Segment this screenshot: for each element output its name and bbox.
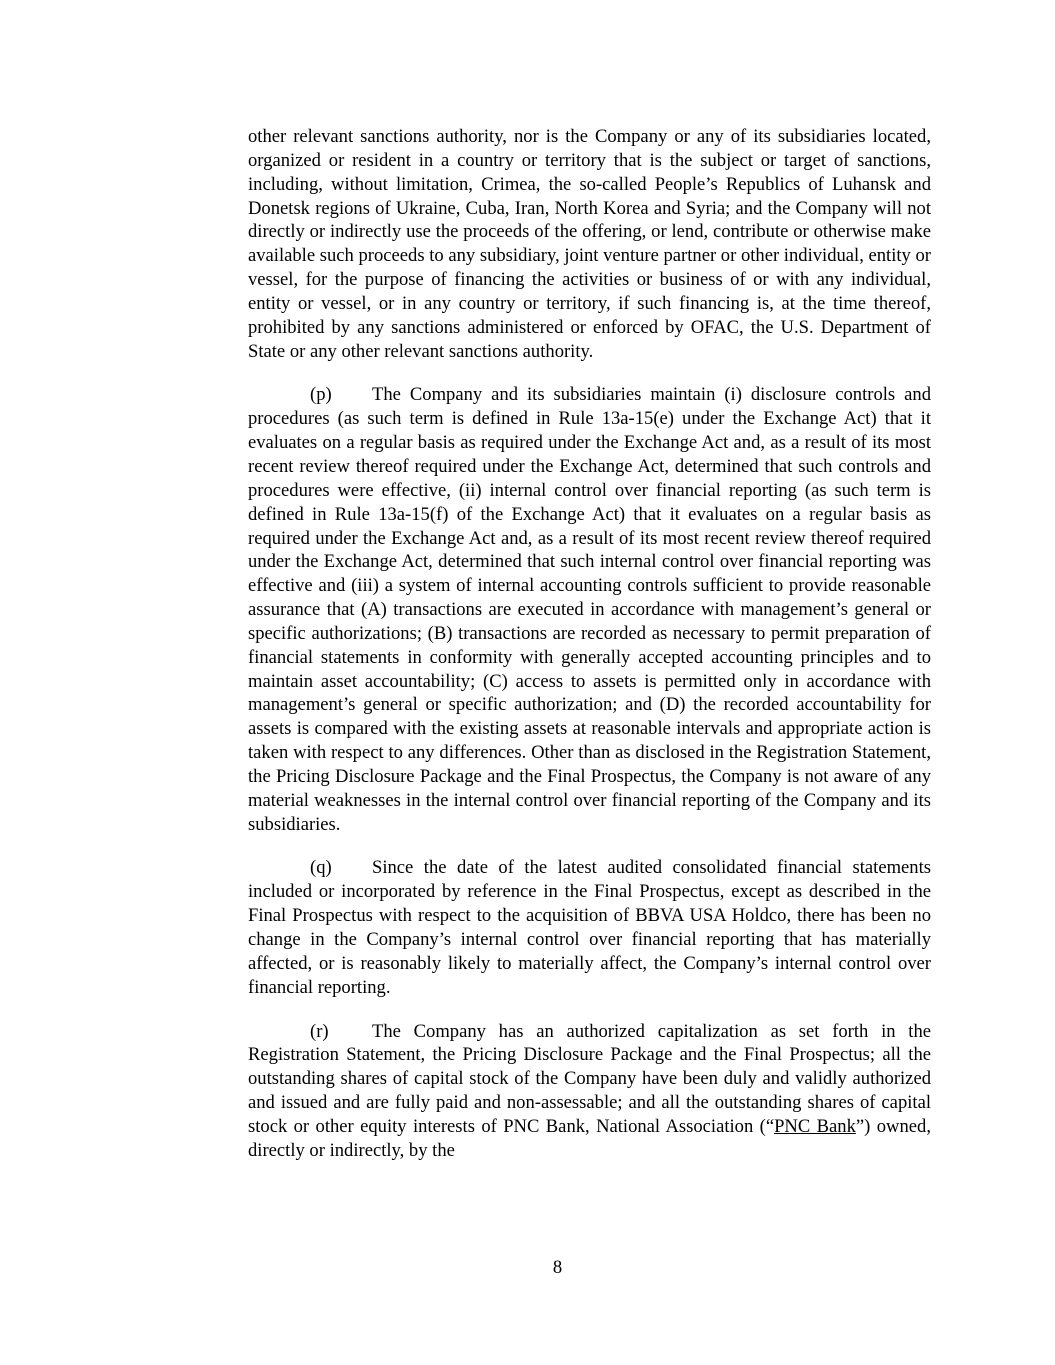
paragraph-label: (r) (310, 1020, 329, 1042)
paragraph-text-continued: ”) owned, directly or indirectly, by the (248, 1115, 931, 1161)
paragraph-q (248, 856, 931, 999)
paragraph-label: (q) (310, 857, 332, 879)
paragraph-text: Since the date of the latest audited consolidated financial statements included or incorporated by reference in the Final Prospectus, except as described in the Final Prospectus with respect to the acquisition of BBVA USA Holdco, there has been no change in the Company’s internal control over financial reporting that has materially affected, or is reasonably likely to materially affect, the Company’s internal control over financial reporting. (248, 857, 931, 998)
defined-term: PNC Bank (774, 1115, 856, 1137)
paragraph-text: The Company and its subsidiaries maintain (i) disclosure controls and procedures (as such term is defined in Rule 13a-15(e) under the Exchange Act) that it evaluates on a regular basis as required under the Exchange Act and, as a result of its most recent review thereof required under the Exchange Act, determined that such controls and procedures were effective, (ii) internal control over financial reporting (as such term is defined in Rule 13a-15(f) of the Exchange Act) that it evaluates on a regular basis as required under the Exchange Act and, as a result of its most recent review thereof required under the Exchange Act, determined that such internal control over financial reporting was effective and (iii) a system of internal accounting controls sufficient to provide reasonable assurance that (A) transactions are executed in accordance with management’s general or specific authorizations; (B) transactions are recorded as necessary to permit preparation of financial statements in conformity with generally accepted accounting principles and to maintain asset accountability; (C) access to assets is permitted only in accordance with management’s general or specific authorization; and (D) the recorded accountability for assets is compared with the existing assets at reasonable intervals and appropriate action is taken with respect to any differences. Other than as disclosed in the Registration Statement, the Pricing Disclosure Package and the Final Prospectus, the Company is not aware of any material weaknesses in the internal control over financial reporting of the Company and its subsidiaries. (248, 384, 931, 835)
paragraph-text: The Company has an authorized capitalization as set forth in the Registration Statement, the Pricing Disclosure Package and the Final Prospectus; all the outstanding shares of capital stock of the Company have been duly and validly authorized and issued and are fully paid and non-assessable; and all the outstanding shares of capital stock or other equity interests of PNC Bank, National Association (“ (248, 1020, 931, 1137)
paragraph-text: other relevant sanctions authority, nor is the Company or any of its subsidiaries located, organized or resident in a country or territory that is the subject or target of sanctions, including, without limitation, Crimea, the so-called People’s Republics of Luhansk and Donetsk regions of Ukraine, Cuba, Iran, North Korea and Syria; and the Company will not directly or indirectly use the proceeds of the offering, or lend, contribute or otherwise make available such proceeds to any subsidiary, joint venture partner or other individual, entity or vessel, for the purpose of financing the activities or business of or with any individual, entity or vessel, or in any country or territory, if such financing is, at the time thereof, prohibited by any sanctions administered or enforced by OFAC, the U.S. Department of State or any other relevant sanctions authority. (248, 126, 931, 362)
paragraph-label: (p) (310, 384, 332, 406)
document-body (248, 125, 931, 1163)
paragraph-p (248, 383, 931, 836)
paragraph-r (248, 1020, 931, 1163)
paragraph-o-continuation (248, 125, 931, 363)
page-number: 8 (552, 1257, 563, 1278)
